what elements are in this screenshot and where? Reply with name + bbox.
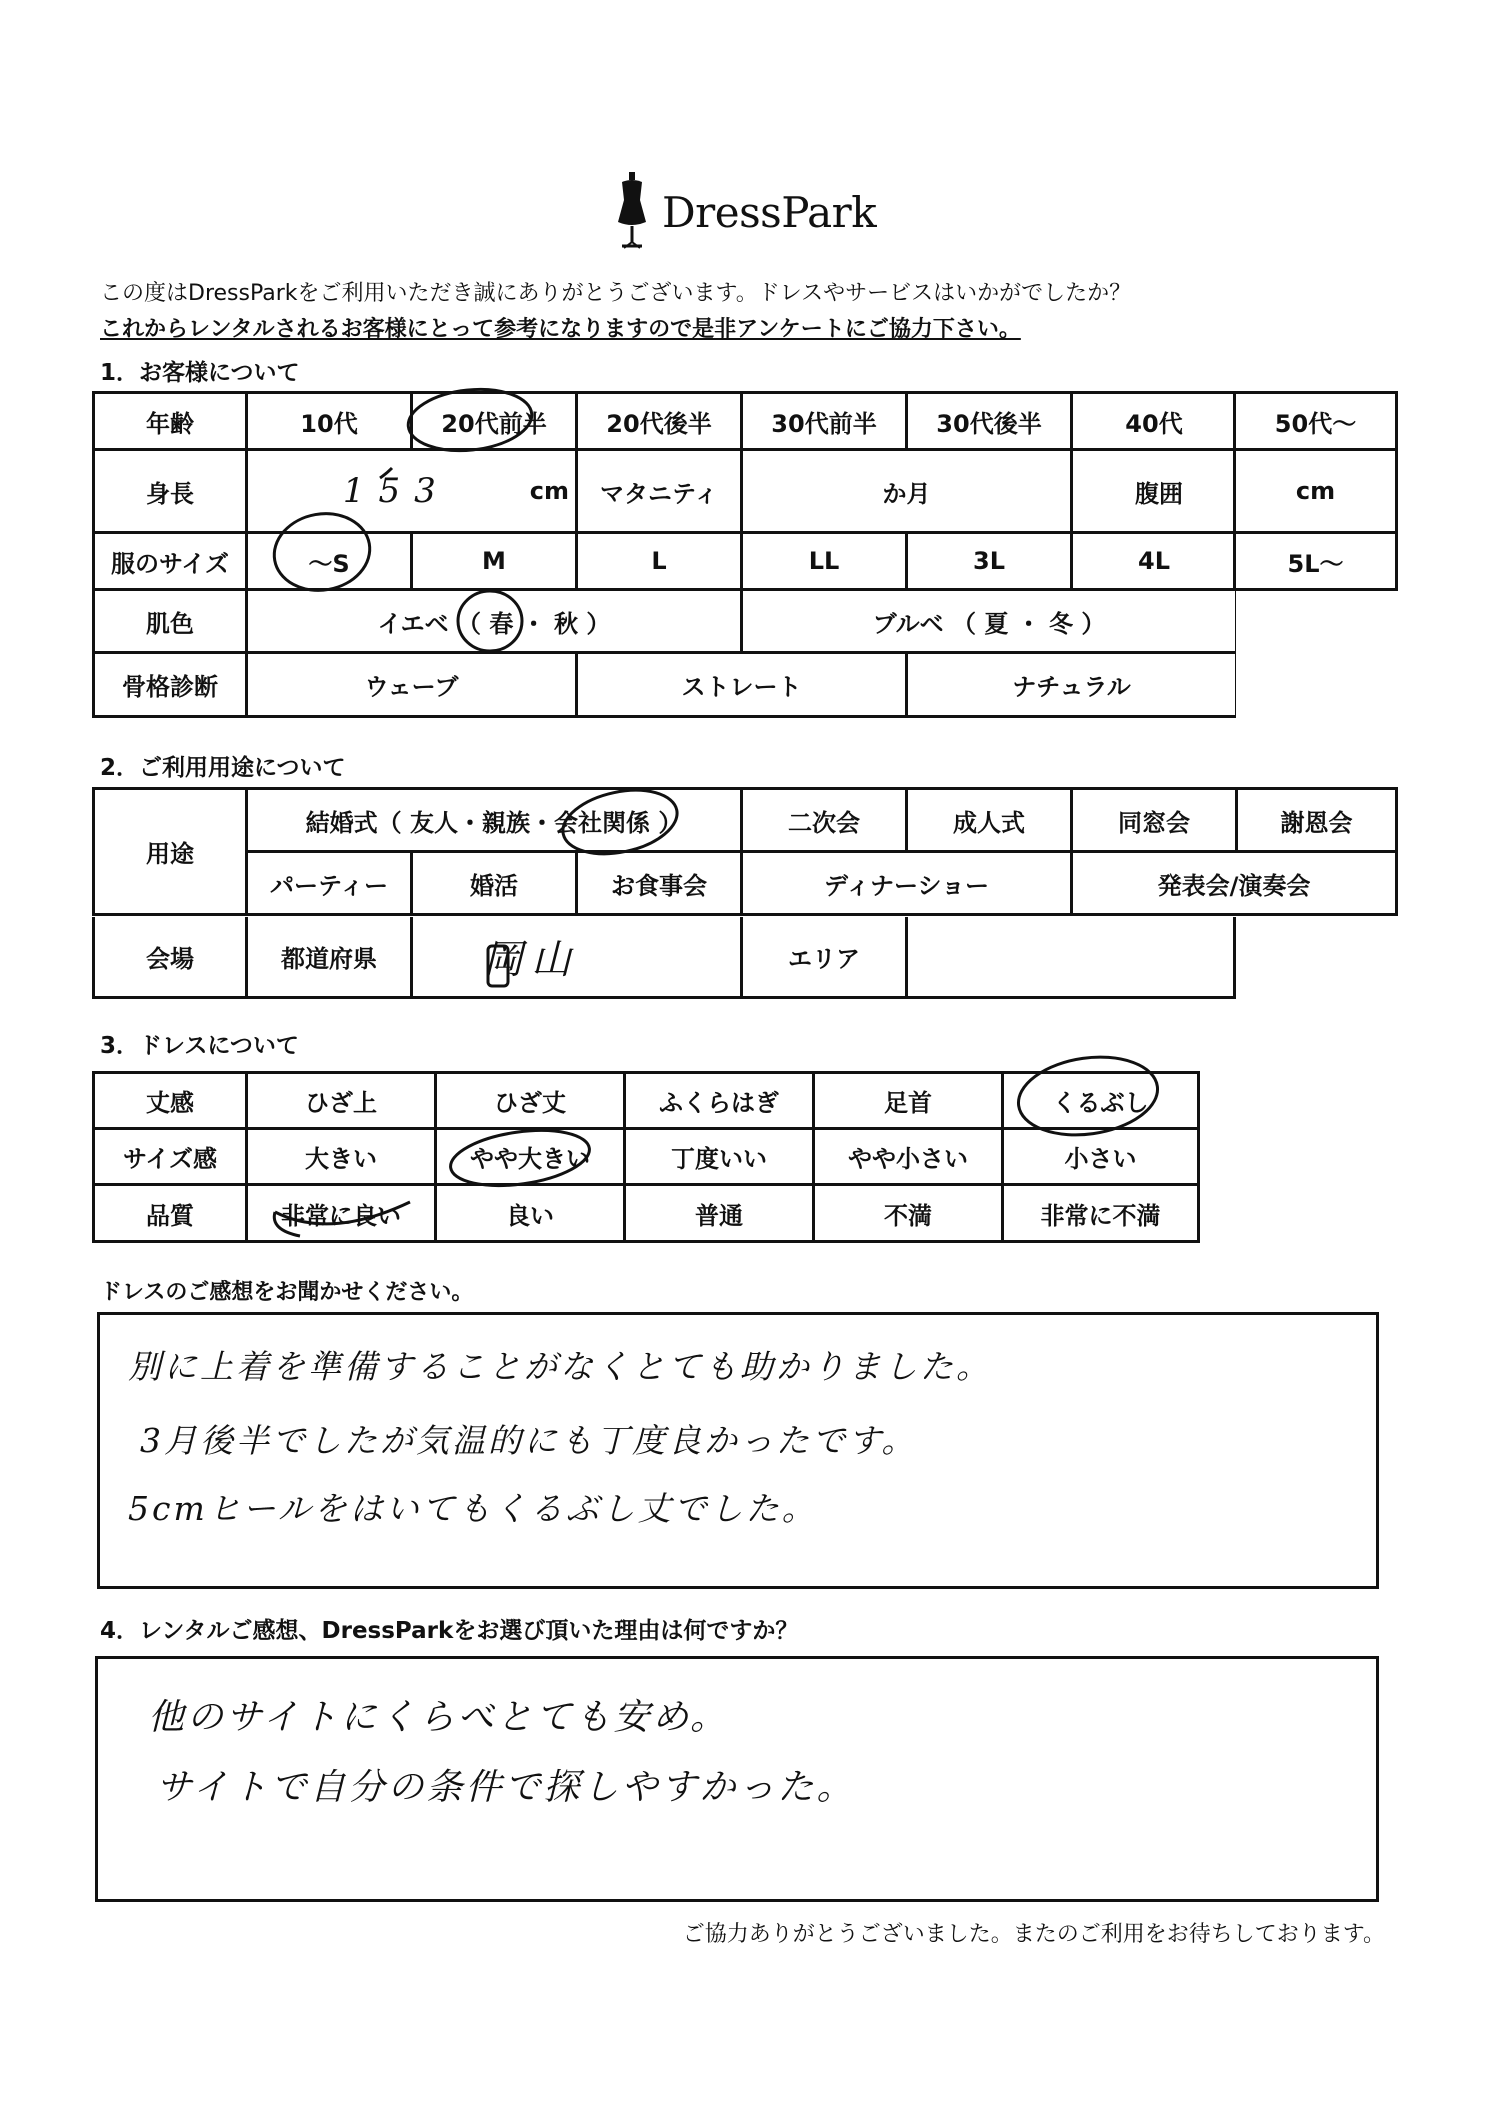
- age-option[interactable]: 20代後半: [578, 394, 740, 448]
- purpose-label: 用途: [95, 790, 245, 913]
- quality-option[interactable]: 不満: [815, 1186, 1001, 1240]
- age-option[interactable]: 40代: [1073, 394, 1235, 448]
- quality-option[interactable]: 良い: [437, 1186, 623, 1240]
- quality-option[interactable]: 普通: [626, 1186, 812, 1240]
- fit-option[interactable]: 丁度いい: [626, 1130, 812, 1183]
- intro-thanks: この度はDressParkをご利用いただき誠にありがとうございます。ドレスやサービスはいかがでしたか？: [100, 281, 1132, 306]
- size-option[interactable]: 4L: [1073, 534, 1235, 588]
- fit-option[interactable]: 大きい: [248, 1130, 434, 1183]
- quality-option[interactable]: 非常に不満: [1004, 1186, 1197, 1240]
- skeleton-option[interactable]: ウェーブ: [248, 654, 575, 715]
- purpose-option[interactable]: 同窓会: [1073, 790, 1235, 850]
- rental-comment-box[interactable]: [95, 1656, 1379, 1902]
- purpose-option[interactable]: お食事会: [578, 853, 740, 913]
- length-option[interactable]: ひざ丈: [437, 1074, 623, 1127]
- size-option[interactable]: 3L: [908, 534, 1070, 588]
- maternity-field[interactable]: [743, 451, 1070, 531]
- age-option[interactable]: 30代前半: [743, 394, 905, 448]
- section2-title: 2．ご利用用途について: [100, 755, 346, 781]
- skin-label: 肌色: [95, 591, 245, 651]
- length-option[interactable]: 足首: [815, 1074, 1001, 1127]
- prefecture-field[interactable]: [413, 917, 740, 996]
- dress-comment-line: 3月後半でしたが気温的にも丁度良かったです。: [140, 1421, 918, 1460]
- skin-yellow-base[interactable]: イエベ （ 春 ・ 秋 ）: [248, 591, 740, 651]
- purpose-wedding[interactable]: 結婚式（ 友人・親族・会社関係 ）: [248, 790, 740, 850]
- purpose-option[interactable]: 成人式: [908, 790, 1070, 850]
- dress-form-icon: [610, 170, 654, 250]
- dress-comment-line: 別に上着を準備することがなくとても助かりました。: [128, 1347, 992, 1386]
- maternity-label: マタニティ: [578, 451, 740, 531]
- age-option[interactable]: 10代: [248, 394, 410, 448]
- prefecture-label: 都道府県: [248, 917, 410, 996]
- quality-label: 品質: [95, 1186, 245, 1240]
- length-option[interactable]: ひざ上: [248, 1074, 434, 1127]
- fit-option[interactable]: やや小さい: [815, 1130, 1001, 1183]
- size-label: 服のサイズ: [95, 534, 245, 588]
- fit-label: サイズ感: [95, 1130, 245, 1183]
- purpose-table: [92, 787, 1398, 916]
- dresspark-logo: [610, 170, 890, 250]
- purpose-option[interactable]: ディナーショー: [743, 853, 1070, 913]
- maternity-months-unit: か月: [882, 479, 931, 508]
- skin-blue-base[interactable]: ブルベ （ 夏 ・ 冬 ）: [743, 591, 1235, 651]
- dress-table: [92, 1071, 1200, 1243]
- size-option[interactable]: 5L～: [1236, 534, 1395, 588]
- size-option[interactable]: LL: [743, 534, 905, 588]
- age-option[interactable]: 30代後半: [908, 394, 1070, 448]
- skeleton-option[interactable]: ナチュラル: [908, 654, 1235, 715]
- purpose-option[interactable]: パーティー: [248, 853, 410, 913]
- prefecture-value: 岡山: [483, 937, 579, 983]
- dress-comment-box[interactable]: [97, 1312, 1379, 1589]
- area-label: エリア: [743, 917, 905, 996]
- age-label: 年齢: [95, 394, 245, 448]
- length-option[interactable]: ふくらはぎ: [626, 1074, 812, 1127]
- intro-request: これからレンタルされるお客様にとって参考になりますので是非アンケートにご協力下さい。: [100, 317, 1021, 342]
- size-option[interactable]: ～S: [248, 534, 410, 588]
- section1-title: 1．お客様について: [100, 360, 300, 386]
- height-label: 身長: [95, 451, 245, 531]
- section4-title: 4．レンタルご感想、DressParkをお選び頂いた理由は何ですか？: [100, 1618, 799, 1644]
- customer-info-table: [92, 391, 1236, 718]
- height-unit: cm: [529, 477, 569, 505]
- waist-label: 腹囲: [1073, 451, 1235, 531]
- customer-info-table-right: [1233, 391, 1398, 591]
- fit-option[interactable]: やや大きい: [437, 1130, 623, 1183]
- age-option[interactable]: 50代～: [1236, 394, 1395, 448]
- age-option[interactable]: 20代前半: [413, 394, 575, 448]
- waist-field[interactable]: [1236, 451, 1395, 531]
- venue-table: [92, 917, 1236, 999]
- dress-comment-prompt: ドレスのご感想をお聞かせください。: [100, 1280, 474, 1305]
- closing-message: ご協力ありがとうございました。またのご利用をお待ちしております。: [682, 1922, 1385, 1947]
- purpose-option[interactable]: 謝恩会: [1238, 790, 1395, 850]
- fit-option[interactable]: 小さい: [1004, 1130, 1197, 1183]
- purpose-option[interactable]: 婚活: [413, 853, 575, 913]
- length-label: 丈感: [95, 1074, 245, 1127]
- dress-comment-line: 5cmヒールをはいてもくるぶし丈でした。: [128, 1489, 818, 1528]
- waist-unit: cm: [1295, 477, 1336, 505]
- length-option[interactable]: くるぶし: [1004, 1074, 1197, 1127]
- purpose-option[interactable]: 二次会: [743, 790, 905, 850]
- quality-option[interactable]: 非常に良い: [248, 1186, 434, 1240]
- section3-title: 3．ドレスについて: [100, 1033, 299, 1059]
- rental-comment-line: 他のサイトにくらべとても安め。: [148, 1697, 730, 1738]
- skeleton-option[interactable]: ストレート: [578, 654, 905, 715]
- purpose-option[interactable]: 発表会/演奏会: [1073, 853, 1395, 913]
- area-field[interactable]: [908, 917, 1233, 996]
- brand-name: DressPark: [662, 188, 877, 237]
- rental-comment-line: サイトで自分の条件で探しやすかった。: [156, 1767, 856, 1808]
- skeleton-label: 骨格診断: [95, 654, 245, 715]
- venue-label: 会場: [95, 917, 245, 996]
- height-field[interactable]: [248, 451, 575, 531]
- height-value: 153: [342, 471, 450, 511]
- size-option[interactable]: L: [578, 534, 740, 588]
- size-option[interactable]: M: [413, 534, 575, 588]
